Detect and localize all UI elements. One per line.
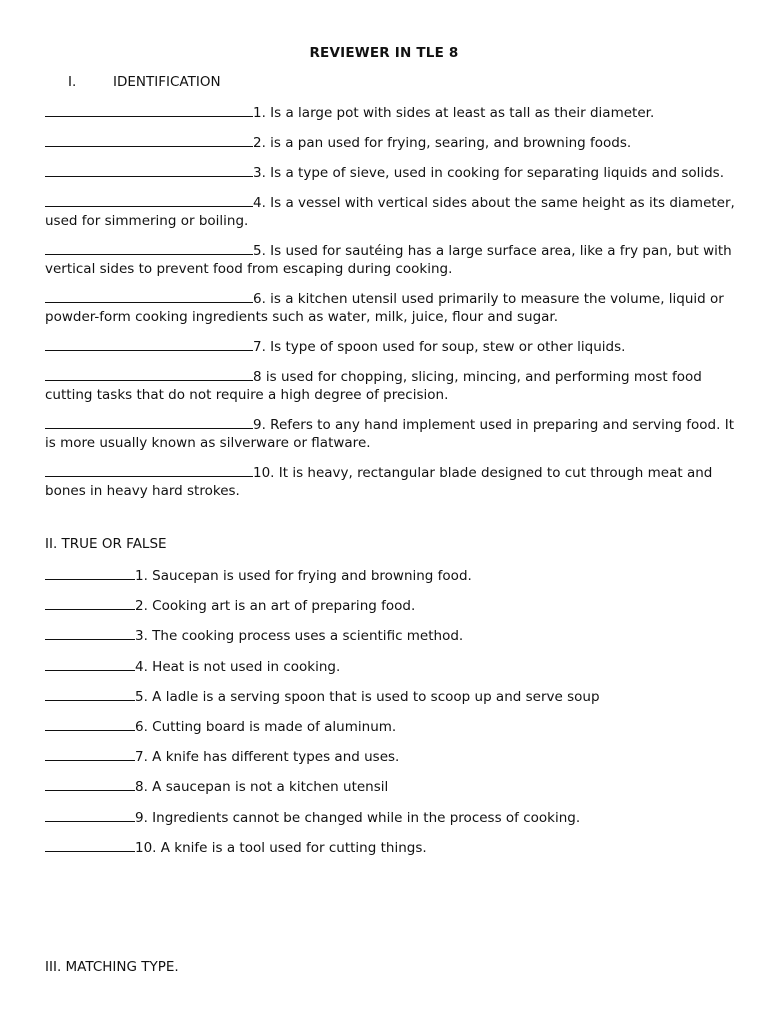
true-false-item [45, 625, 735, 645]
section-identification-heading [68, 74, 221, 90]
section-matching-heading: III. MATCHING TYPE. [45, 959, 179, 975]
answer-blank[interactable] [45, 162, 253, 177]
answer-blank[interactable] [45, 132, 253, 147]
item-text: 3. The cooking process uses a scientific method. [135, 628, 464, 645]
true-false-item [45, 595, 735, 615]
true-false-item [45, 716, 735, 736]
answer-blank[interactable] [45, 746, 135, 761]
answer-blank[interactable] [45, 837, 135, 852]
item-text: 6. is a kitchen utensil used primarily to measure the volume, liquid or powder-form cooking ingredients such as water, milk, juice, flour and sugar. [45, 291, 724, 325]
identification-item [45, 288, 735, 326]
identification-item [45, 414, 735, 452]
item-text: 1. Saucepan is used for frying and browning food. [135, 568, 472, 584]
true-false-item [45, 837, 735, 857]
answer-blank[interactable] [45, 595, 135, 610]
identification-item [45, 336, 735, 356]
answer-blank[interactable] [45, 776, 135, 791]
section-number: I. [68, 74, 77, 90]
section-heading: IDENTIFICATION [113, 74, 221, 90]
item-text: 10. A knife is a tool used for cutting things. [135, 839, 427, 856]
answer-blank[interactable] [45, 625, 135, 640]
identification-item [45, 240, 735, 278]
identification-item [45, 192, 735, 230]
identification-item [45, 366, 735, 404]
item-text: 8 is used for chopping, slicing, mincing, and performing most food cutting tasks that do not require a high degree of precision. [45, 369, 702, 403]
item-text: 5. Is used for sautéing has a large surface area, like a fry pan, but with vertical sides to prevent food from escaping during cooking. [45, 243, 732, 277]
item-text: 2. Cooking art is an art of preparing food. [135, 598, 416, 615]
answer-blank[interactable] [45, 102, 253, 117]
item-text: 5. A ladle is a serving spoon that is used to scoop up and serve soup [135, 688, 600, 705]
true-false-item [45, 746, 735, 766]
answer-blank[interactable] [45, 462, 253, 477]
true-false-item [45, 776, 735, 796]
answer-blank[interactable] [45, 288, 253, 303]
answer-blank[interactable] [45, 366, 253, 381]
answer-blank[interactable] [45, 240, 253, 255]
item-text: 1. Is a large pot with sides at least as tall as their diameter. [253, 105, 655, 121]
answer-blank[interactable] [45, 716, 135, 731]
item-text: 9. Ingredients cannot be changed while in the process of cooking. [135, 809, 581, 826]
item-text: 10. It is heavy, rectangular blade designed to cut through meat and bones in heavy hard strokes. [45, 465, 713, 499]
answer-blank[interactable] [45, 565, 135, 580]
item-text: 8. A saucepan is not a kitchen utensil [135, 779, 389, 796]
item-text: 7. Is type of spoon used for soup, stew or other liquids. [253, 339, 626, 355]
identification-list [45, 102, 735, 510]
item-text: 2. is a pan used for frying, searing, and browning foods. [253, 135, 632, 151]
true-false-item [45, 686, 735, 706]
identification-item [45, 162, 735, 182]
true-false-list [45, 565, 735, 867]
answer-blank[interactable] [45, 807, 135, 822]
answer-blank[interactable] [45, 192, 253, 207]
answer-blank[interactable] [45, 414, 253, 429]
item-text: 6. Cutting board is made of aluminum. [135, 718, 397, 735]
section-true-false-heading: II. TRUE OR FALSE [45, 536, 167, 552]
identification-item [45, 132, 735, 152]
true-false-item [45, 656, 735, 676]
answer-blank[interactable] [45, 656, 135, 671]
true-false-item [45, 807, 735, 827]
identification-item [45, 102, 735, 122]
item-text: 4. Heat is not used in cooking. [135, 658, 341, 675]
item-text: 7. A knife has different types and uses. [135, 749, 400, 766]
identification-item [45, 462, 735, 500]
item-text: 9. Refers to any hand implement used in preparing and serving food. It is more usually known as silverware or flatware. [45, 417, 734, 451]
document-title: REVIEWER IN TLE 8 [309, 45, 459, 61]
item-text: 3. Is a type of sieve, used in cooking for separating liquids and solids. [253, 165, 725, 181]
answer-blank[interactable] [45, 336, 253, 351]
answer-blank[interactable] [45, 686, 135, 701]
item-text: 4. Is a vessel with vertical sides about the same height as its diameter, used for simmering or boiling. [45, 195, 735, 229]
true-false-item [45, 565, 735, 585]
